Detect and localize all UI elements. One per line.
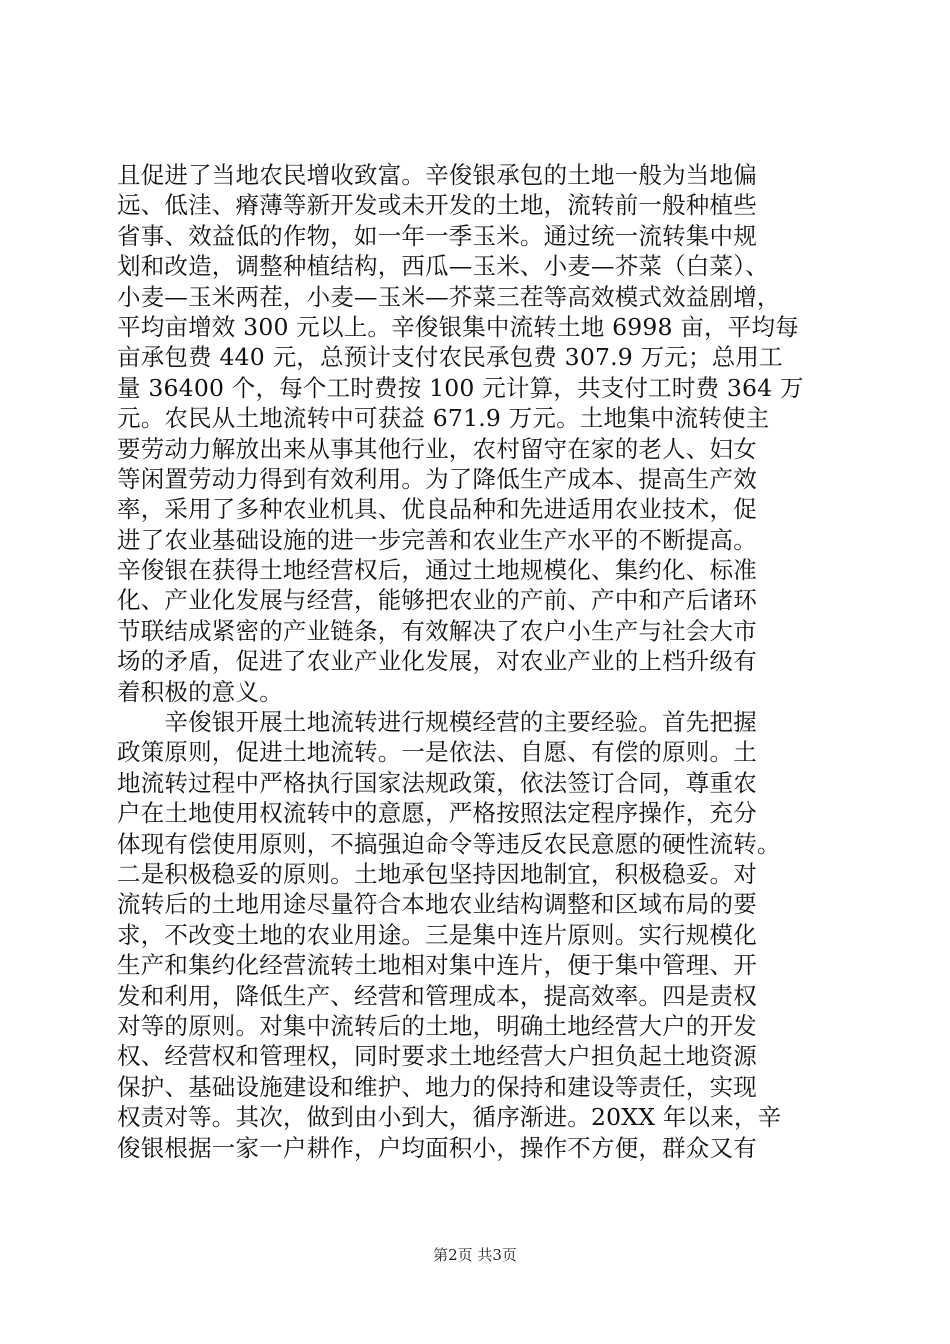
text-line: 生产和集约化经营流转土地相对集中连片，便于集中管理、开 (117, 951, 757, 980)
text-line: 率，采用了多种农业机具、优良品种和先进适用农业技术，促 (117, 495, 757, 524)
text-line: 流转后的土地用途尽量符合本地农业结构调整和区域布局的要 (117, 890, 757, 919)
page-footer: 第2页 共3页 (433, 1246, 517, 1264)
text-line: 发和利用，降低生产、经营和管理成本，提高效率。四是责权 (117, 981, 757, 1010)
text-line: 元。农民从土地流转中可获益 671.9 万元。土地集中流转使主 (117, 404, 770, 433)
text-line: 远、低洼、瘠薄等新开发或未开发的土地，流转前一般种植些 (117, 191, 757, 220)
text-line: 量 36400 个，每个工时费按 100 元计算，共支付工时费 364 万 (117, 373, 804, 402)
text-line: 户在土地使用权流转中的意愿，严格按照法定程序操作，充分 (117, 799, 757, 828)
text-line: 辛俊银在获得土地经营权后，通过土地规模化、集约化、标准 (117, 556, 757, 585)
body-text (117, 160, 833, 1163)
text-line: 着积极的意义。 (117, 677, 283, 706)
text-line: 划和改造，调整种植结构，西瓜—玉米、小麦—芥菜（白菜）、 (117, 252, 769, 281)
text-line: 政策原则，促进土地流转。一是依法、自愿、有偿的原则。土 (117, 738, 757, 767)
text-line: 对等的原则。对集中流转后的土地，明确土地经营大户的开发 (117, 1011, 757, 1040)
text-line: 权责对等。其次，做到由小到大，循序渐进。20XX 年以来，辛 (117, 1103, 782, 1132)
text-line: 俊银根据一家一户耕作，户均面积小，操作不方便，群众又有 (117, 1133, 757, 1162)
text-line: 地流转过程中严格执行国家法规政策，依法签订合同，尊重农 (117, 768, 757, 797)
text-line: 场的矛盾，促进了农业产业化发展，对农业产业的上档升级有 (117, 647, 757, 676)
text-line: 二是积极稳妥的原则。土地承包坚持因地制宜，积极稳妥。对 (117, 859, 757, 888)
text-line: 辛俊银开展土地流转进行规模经营的主要经验。首先把握 (117, 708, 757, 737)
text-line: 且促进了当地农民增收致富。辛俊银承包的土地一般为当地偏 (117, 161, 757, 189)
text-line: 体现有偿使用原则，不搞强迫命令等违反农民意愿的硬性流转。 (117, 829, 781, 858)
text-line: 权、经营权和管理权，同时要求土地经营大户担负起土地资源 (117, 1042, 757, 1071)
text-line: 平均亩增效 300 元以上。辛俊银集中流转土地 6998 亩，平均每 (117, 312, 799, 341)
text-line: 保护、基础设施建设和维护、地力的保持和建设等责任，实现 (117, 1072, 757, 1101)
text-line: 省事、效益低的作物，如一年一季玉米。通过统一流转集中规 (117, 221, 757, 250)
text-line: 亩承包费 440 元，总预计支付农民承包费 307.9 万元；总用工 (117, 343, 783, 372)
text-line: 进了农业基础设施的进一步完善和农业生产水平的不断提高。 (117, 525, 757, 554)
text-line: 节联结成紧密的产业链条，有效解决了农户小生产与社会大市 (117, 616, 757, 645)
text-line: 小麦—玉米两茬，小麦—玉米—芥菜三茬等高效模式效益剧增， (117, 282, 781, 311)
text-line: 化、产业化发展与经营，能够把农业的产前、产中和产后诸环 (117, 586, 757, 615)
text-line: 要劳动力解放出来从事其他行业，农村留守在家的老人、妇女 (117, 434, 757, 463)
text-line: 等闲置劳动力得到有效利用。为了降低生产成本、提高生产效 (117, 464, 757, 493)
text-line: 求，不改变土地的农业用途。三是集中连片原则。实行规模化 (117, 920, 757, 949)
